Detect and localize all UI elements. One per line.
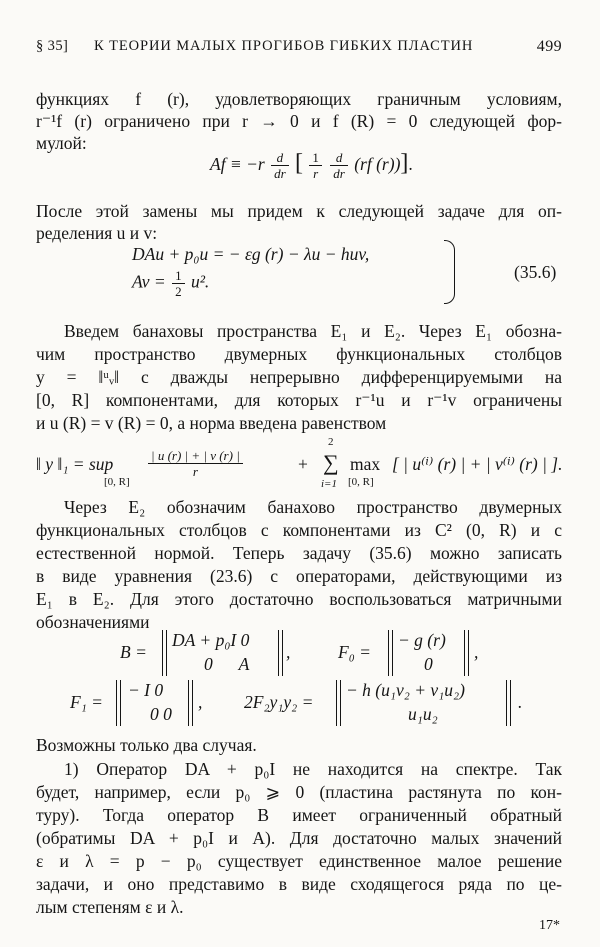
eq-lhs: Af ≡ −r xyxy=(210,154,265,174)
matrix-f0-row1: − g (r) xyxy=(398,630,446,650)
text-line: (обратимы DA + p₀I и A). Для достаточно малых значений xyxy=(36,828,562,848)
text-line: в виде уравнения (23.6) с операторами, действующими из xyxy=(36,566,562,586)
text-line: Через E₂ обозначим банахово пространство двумерных xyxy=(64,497,562,517)
signature-mark: 17* xyxy=(539,918,560,933)
matrix-f1-lhs: F₁ = xyxy=(70,692,103,712)
half-fraction: $\frac{1}{2}$ xyxy=(172,268,185,299)
matrix-f2-row1: − h (u₁v₂ + v₁u₂) xyxy=(346,680,465,700)
book-page: § 35] К ТЕОРИИ МАЛЫХ ПРОГИБОВ ГИБКИХ ПЛАСТИН 499 функциях f (r), удовлетворяющих граничным условиям, r⁻¹f (r) ограничено при r → 0 и f (R) = 0 следующей фор- мулой: Af ≡ −r $\frac{d}{dr}$ [ $\frac{1}{r}$ $\frac{d}{dr}$ (rf (r))]. После этой замены мы придем к следующей задаче для оп- ределения u и v: DAu + p₀u = − εg (r) − λu − huv, Av = $\frac{1}{2}$ u². (35.6) Введем банаховы пространства E₁ и E₂. Через E₁ обозна- чим пространство двумерных функциональных столбцов y = ‖ᵘᵥ‖ с дважды непрерывно дифференцируемыми на [0, R] компонентами, для которых r⁻¹u и r⁻¹v ограничены и u (R) = v (R) = 0, а норма введена равенством ‖ y ‖₁ = sup [0, R] $\frac{| u (r) | + | v (r) |}{r}$ + 2 ∑ i=1 max [0, R] [ | u⁽ⁱ⁾ (r) | + | v⁽ⁱ⁾ (r) | ]. Через E₂ обозначим банахово пространство двумерных функциональных столбцов с компонентами из C² (0, R) и с естественной нормой. Теперь задачу (35.6) можно записать в виде уравнения (23.6) с операторами, действующими из E₁ в E₂. Для этого достаточно воспользоваться матричными обозначениями B = DA + p₀I 0 0 A , F₀ = − g (r) 0 , F₁ = − I 0 0 0 , 2F₂y₁y₂ = − h (u₁v₂ + v₁u₂) u₁u₂ . Возможны только два случая. 1) Оператор DA + p₀I не находится на спектре. Так будет, например, если p₀ ⩾ 0 (пластина растянута по кон- туру). Тогда оператор B имеет ограниченный обратный (обратимы DA + p₀I и A). Для достаточно малых значений ε и λ = p − p₀ существует единственное малое решение задачи, и оно представимо в виде сходящегося ряда по це- лым степеням ε и λ. 17* xyxy=(36,38,563,933)
text-line: E₁ в E₂. Для этого достаточно воспользоваться матричными xyxy=(36,589,562,609)
system-line-1: DAu + p₀u = − εg (r) − λu − huv, xyxy=(132,244,370,264)
norm-fraction: $\frac{| u (r) | + | v (r) |}{r}$ xyxy=(148,448,243,479)
matrix-f2-lhs: 2F₂y₁y₂ = xyxy=(244,692,314,712)
text-line: будет, например, если p₀ ⩾ 0 (пластина растянута по кон- xyxy=(36,782,562,802)
derivative-fraction: $\frac{d}{dr}$ xyxy=(271,150,289,181)
matrix-f1-row2: 0 0 xyxy=(150,704,172,724)
text-line: y = ‖ᵘᵥ‖ с дважды непрерывно дифференцируемыми на xyxy=(36,367,562,387)
text-line: Введем банаховы пространства E₁ и E₂. Через E₁ обозна- xyxy=(64,321,562,341)
norm-equation: ‖ y ‖₁ = sup [0, R] $\frac{| u (r) | + | v (r) |}{r}$ + 2 ∑ i=1 max [0, R] [ | u⁽ⁱ⁾ (r) | + | v⁽ⁱ⁾ (r) | ]. xyxy=(36,436,563,490)
text-line: После этой замены мы придем к следующей задаче для оп- xyxy=(36,201,562,221)
page-number: 499 xyxy=(536,38,562,55)
text-line: естественной нормой. Теперь задачу (35.6) можно записать xyxy=(36,543,562,563)
reciprocal-fraction: $\frac{1}{r}$ xyxy=(309,150,322,181)
text-line: 1) Оператор DA + p₀I не находится на спектре. Так xyxy=(64,759,562,779)
text-line: ε и λ = p − p₀ существует единственное малое решение xyxy=(36,851,562,871)
section-ref: § 35] xyxy=(36,38,69,54)
text-line: и u (R) = v (R) = 0, а норма введена равенством xyxy=(36,413,387,433)
text-line: лым степеням ε и λ. xyxy=(36,897,184,917)
matrix-f1-row1: − I 0 xyxy=(128,680,164,700)
text-line: обозначениями xyxy=(36,612,150,632)
text-line: функциональных столбцов с компонентами из C² (0, R) и с xyxy=(36,520,562,540)
equation-number: (35.6) xyxy=(514,262,557,282)
text-line: функциях f (r), удовлетворяющих граничным условиям, xyxy=(36,89,562,109)
system-brace xyxy=(444,240,455,304)
text-line: Возможны только два случая. xyxy=(36,735,257,755)
text-line: задачи, и оно представимо в виде сходящегося ряда по це- xyxy=(36,874,562,894)
matrix-f0-row2: 0 xyxy=(424,654,433,674)
text-line: ределения u и v: xyxy=(36,223,158,243)
equation-af: Af ≡ −r $\frac{d}{dr}$ [ $\frac{1}{r}$ $\frac{d}{dr}$ (rf (r))]. xyxy=(210,150,413,182)
text-line: r⁻¹f (r) ограничено при r → 0 и f (R) = 0 следующей фор- xyxy=(36,111,562,131)
derivative-fraction: $\frac{d}{dr}$ xyxy=(330,150,348,181)
text-line: туру). Тогда оператор B имеет ограниченный обратный xyxy=(36,805,562,825)
matrix-f2-row2: u₁u₂ xyxy=(408,704,438,724)
text-line: [0, R] компонентами, для которых r⁻¹u и r⁻¹v ограничены xyxy=(36,390,562,410)
sum-sign: ∑ xyxy=(323,450,339,475)
running-title: К ТЕОРИИ МАЛЫХ ПРОГИБОВ ГИБКИХ ПЛАСТИН xyxy=(94,38,474,54)
text-line: чим пространство двумерных функциональных столбцов xyxy=(36,344,562,364)
matrix-b-lhs: B = xyxy=(120,642,147,662)
system-line-2: Av = $\frac{1}{2}$ u². xyxy=(132,268,210,299)
text-line: мулой: xyxy=(36,133,87,153)
matrix-b-row1: DA + p₀I 0 xyxy=(172,630,250,650)
matrix-f0-lhs: F₀ = xyxy=(338,642,371,662)
running-header xyxy=(36,38,562,60)
matrix-b-row2: 0 A xyxy=(204,654,250,674)
